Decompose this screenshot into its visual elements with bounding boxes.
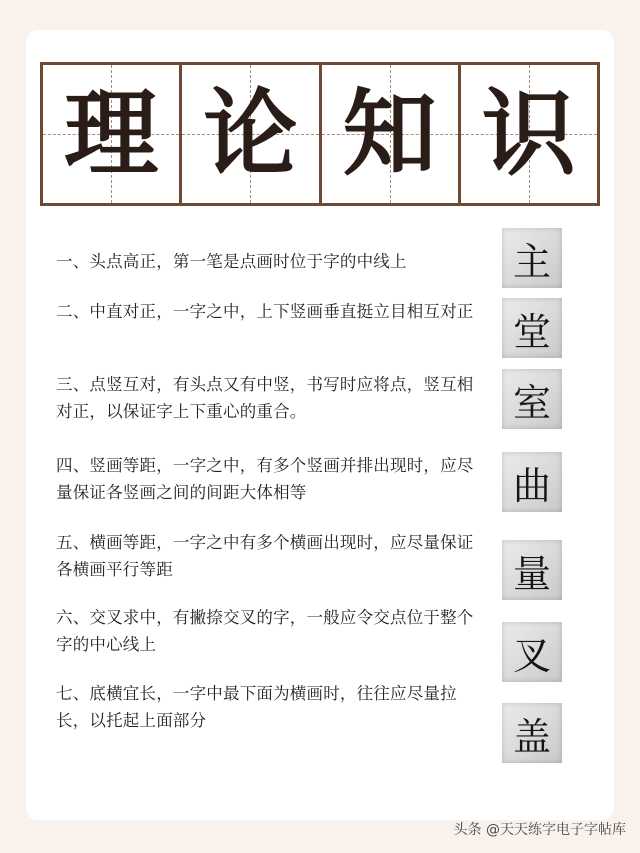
title-grid [40, 62, 600, 206]
watermark: 头条 @天天练字电子字帖库 [453, 822, 626, 838]
sample-character-image: 盖 [502, 703, 562, 763]
sample-character-image: 室 [502, 369, 562, 429]
title-char: 识 [481, 79, 576, 189]
sample-character-image: 量 [502, 540, 562, 600]
title-char: 理 [64, 79, 159, 189]
rule-text: 一、头点高正，第一笔是点画时位于字的中线上 [56, 252, 407, 271]
title-char: 论 [203, 79, 298, 189]
sample-character-image: 叉 [502, 622, 562, 682]
rule-text: 五、横画等距，一字之中有多个横画出现时，应尽量保证各横画平行等距 [56, 533, 474, 579]
sample-character-image: 主 [502, 228, 562, 288]
title-cell [322, 65, 461, 203]
sample-character-image: 堂 [502, 298, 562, 358]
title-cell [43, 65, 182, 203]
rule-text: 三、点竖互对，有头点又有中竖，书写时应将点，竖互相对正，以保证字上下重心的重合。 [56, 375, 474, 421]
sample-character-image: 曲 [502, 452, 562, 512]
title-cell [461, 65, 597, 203]
title-char: 知 [342, 79, 437, 189]
rule-text: 六、交叉求中，有撇捺交叉的字，一般应令交点位于整个字的中心线上 [56, 608, 474, 654]
rule-text: 二、中直对正，一字之中，上下竖画垂直挺立目相互对正 [56, 302, 474, 321]
rule-text: 七、底横宜长，一字中最下面为横画时，往往应尽量拉长，以托起上面部分 [56, 684, 457, 730]
title-cell [182, 65, 321, 203]
rule-text: 四、竖画等距，一字之中，有多个竖画并排出现时，应尽量保证各竖画之间的间距大体相等 [56, 456, 474, 502]
